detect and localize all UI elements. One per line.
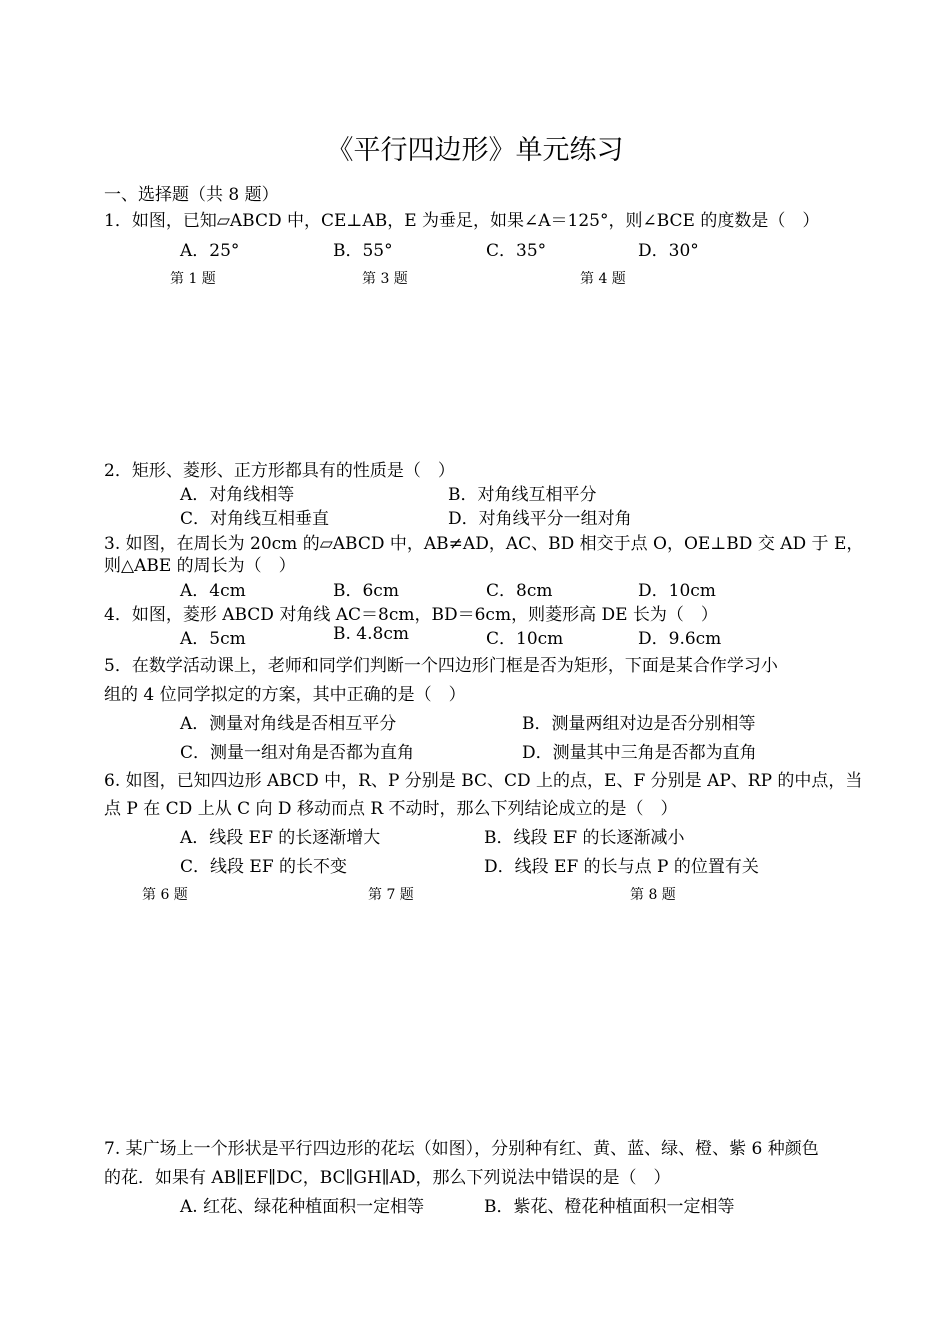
q1-option-a: A．25°: [180, 241, 240, 261]
q6-option-d: D．线段 EF 的长与点 P 的位置有关: [484, 857, 759, 877]
q1-option-d: D．30°: [638, 241, 699, 261]
caption-q6: 第 6 题: [142, 887, 188, 903]
question-5-stem-line2: 组的 4 位同学拟定的方案，其中正确的是（ ）: [104, 685, 466, 705]
q2-option-c: C．对角线互相垂直: [180, 509, 330, 529]
caption-q1: 第 1 题: [170, 271, 216, 287]
question-3-stem-line1: 3. 如图，在周长为 20cm 的▱ABCD 中，AB≠AD，AC、BD 相交于点 O，OE⊥BD 交 AD 于 E，: [104, 534, 864, 554]
question-7-stem-line2: 的花．如果有 AB∥EF∥DC，BC∥GH∥AD，那么下列说法中错误的是（ ）: [104, 1168, 671, 1188]
question-2-stem: 2．矩形、菱形、正方形都具有的性质是（ ）: [104, 461, 455, 481]
q4-option-d: D．9.6cm: [638, 629, 722, 649]
q6-option-a: A．线段 EF 的长逐渐增大: [180, 828, 381, 848]
q3-option-d: D．10cm: [638, 581, 716, 601]
q2-option-b: B．对角线互相平分: [448, 485, 597, 505]
question-1-stem: 1．如图，已知▱ABCD 中，CE⊥AB，E 为垂足，如果∠A＝125°，则∠BCE 的度数是（ ）: [104, 211, 820, 231]
page-title: 《平行四边形》单元练习: [326, 135, 624, 166]
q3-option-c: C．8cm: [486, 581, 553, 601]
q5-option-a: A．测量对角线是否相互平分: [180, 714, 397, 734]
question-3-stem-line2: 则△ABE 的周长为（ ）: [104, 556, 296, 576]
q7-option-a: A. 红花、绿花种植面积一定相等: [180, 1197, 425, 1217]
q3-option-a: A．4cm: [180, 581, 246, 601]
q6-option-b: B．线段 EF 的长逐渐减小: [484, 828, 685, 848]
q5-option-c: C．测量一组对角是否都为直角: [180, 743, 415, 763]
q5-option-d: D．测量其中三角是否都为直角: [522, 743, 757, 763]
q7-option-b: B．紫花、橙花种植面积一定相等: [484, 1197, 735, 1217]
q4-option-b: B. 4.8cm: [333, 624, 409, 644]
q5-option-b: B．测量两组对边是否分别相等: [522, 714, 756, 734]
caption-q8: 第 8 题: [630, 887, 676, 903]
q1-option-b: B．55°: [333, 241, 393, 261]
q2-option-d: D．对角线平分一组对角: [448, 509, 632, 529]
q1-option-c: C．35°: [486, 241, 547, 261]
question-4-stem: 4．如图，菱形 ABCD 对角线 AC＝8cm，BD＝6cm，则菱形高 DE 长为（ ）: [104, 605, 718, 625]
question-6-stem-line2: 点 P 在 CD 上从 C 向 D 移动而点 R 不动时，那么下列结论成立的是（ ）: [104, 799, 678, 819]
q4-option-c: C．10cm: [486, 629, 564, 649]
question-6-stem-line1: 6. 如图，已知四边形 ABCD 中，R、P 分别是 BC、CD 上的点，E、F 分别是 AP、RP 的中点，当: [104, 771, 863, 791]
q2-option-a: A．对角线相等: [180, 485, 295, 505]
caption-q4: 第 4 题: [580, 271, 626, 287]
section-heading: 一、选择题（共 8 题）: [104, 185, 279, 205]
question-7-stem-line1: 7. 某广场上一个形状是平行四边形的花坛（如图），分别种有红、黄、蓝、绿、橙、紫 6 种颜色: [104, 1139, 819, 1159]
caption-q7: 第 7 题: [368, 887, 414, 903]
question-5-stem-line1: 5．在数学活动课上，老师和同学们判断一个四边形门框是否为矩形，下面是某合作学习小: [104, 656, 778, 676]
caption-q3: 第 3 题: [362, 271, 408, 287]
q4-option-a: A．5cm: [180, 629, 246, 649]
q3-option-b: B．6cm: [333, 581, 399, 601]
q6-option-c: C．线段 EF 的长不变: [180, 857, 348, 877]
